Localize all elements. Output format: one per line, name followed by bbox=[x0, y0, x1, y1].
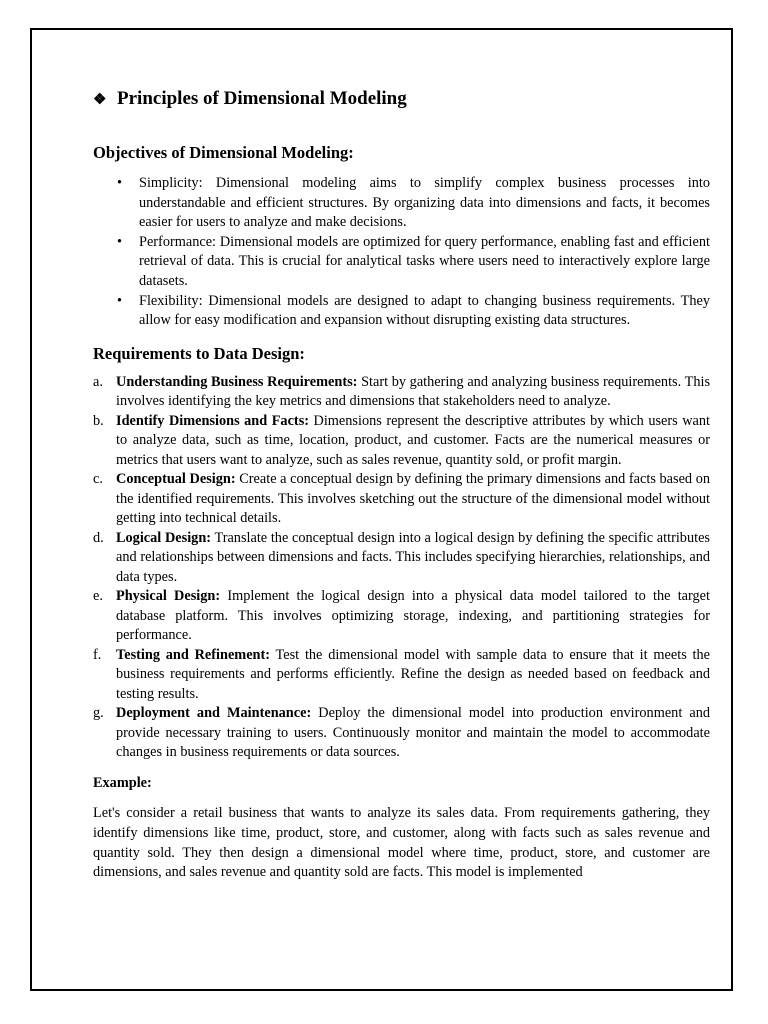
requirement-term: Testing and Refinement: bbox=[116, 646, 271, 663]
requirement-text: Deploy the dimensional model into production environment and provide necessary training to users. Continuously monitor and maintain the model to accommodate changes in business requirements or data sources. bbox=[116, 705, 710, 761]
bullet-icon: • bbox=[117, 233, 123, 250]
requirement-text: Translate the conceptual design into a logical design by defining the specific attributes and relationships between dimensions and facts. This includes specifying hierarchies, relationships, and data types. bbox=[116, 529, 710, 585]
list-marker: a. bbox=[93, 373, 103, 390]
requirements-heading: Requirements to Data Design: bbox=[93, 343, 305, 363]
requirement-text: Dimensions represent the descriptive attributes by which users want to analyze data, such as time, location, product, and customer. Facts are the numerical measures or metrics that users want to analyze, such as sales revenue, quantity sold, or profit margin. bbox=[116, 412, 710, 468]
objective-text: Performance: Dimensional models are optimized for query performance, enabling fast and efficient retrieval of data. This is crucial for analytical tasks where users need to interactively explore large datasets. bbox=[139, 233, 710, 289]
requirement-term: Identify Dimensions and Facts: bbox=[116, 412, 310, 429]
bullet-icon: • bbox=[117, 175, 123, 191]
list-marker: d. bbox=[93, 529, 104, 546]
example-heading: Example: bbox=[93, 774, 152, 791]
list-marker: c. bbox=[93, 471, 103, 488]
requirement-text: Create a conceptual design by defining the primary dimensions and facts based on the identified requirements. This involves sketching out the structure of the dimensional model without getting into technical details. bbox=[116, 471, 711, 527]
requirement-term: Physical Design: bbox=[116, 588, 221, 605]
requirements-list bbox=[93, 373, 710, 763]
requirement-text: Start by gathering and analyzing business requirements. This involves identifying the key metrics and dimensions that stakeholders need to analyze. bbox=[116, 373, 711, 410]
list-item bbox=[93, 587, 710, 646]
list-item bbox=[93, 470, 710, 529]
objectives-list bbox=[93, 174, 710, 331]
requirement-term: Understanding Business Requirements: bbox=[116, 373, 358, 390]
list-item bbox=[93, 373, 710, 412]
list-marker: e. bbox=[93, 588, 103, 605]
list-marker: b. bbox=[93, 412, 104, 429]
requirement-term: Conceptual Design: bbox=[116, 471, 236, 488]
objective-text: Simplicity: Dimensional modeling aims to simplify complex business processes into understandable and efficient structures. By organizing data into dimensions and facts, it becomes easier for users to analyze and make decisions. bbox=[139, 175, 710, 231]
requirement-term: Deployment and Maintenance: bbox=[116, 705, 312, 722]
example-paragraph: Let's consider a retail business that wants to analyze its sales data. From requirements gathering, they identify dimensions like time, product, store, and customer, along with facts such as sales revenue and quantity sold. They then design a dimensional model where time, product, store, and customer are dimensions, and sales revenue and quantity sold are facts. This model is implemented bbox=[93, 805, 710, 881]
list-marker: g. bbox=[93, 705, 104, 722]
objectives-heading: Objectives of Dimensional Modeling: bbox=[93, 143, 354, 162]
list-item bbox=[93, 646, 710, 705]
list-item bbox=[93, 233, 710, 292]
list-item bbox=[93, 292, 710, 331]
page-title-text: Principles of Dimensional Modeling bbox=[117, 88, 407, 109]
page-content bbox=[93, 86, 710, 883]
bullet-icon: • bbox=[117, 292, 123, 309]
page-title bbox=[93, 86, 710, 113]
list-item bbox=[93, 704, 710, 763]
requirement-term: Logical Design: bbox=[116, 529, 212, 546]
list-item bbox=[93, 529, 710, 588]
diamond-bullet-icon: ❖ bbox=[93, 92, 107, 108]
list-marker: f. bbox=[93, 646, 102, 663]
list-item bbox=[93, 412, 710, 471]
list-item bbox=[93, 174, 710, 233]
requirement-text: Implement the logical design into a physical data model tailored to the target database platform. This involves optimizing storage, indexing, and partitioning strategies for performance. bbox=[116, 588, 710, 644]
requirement-text: Test the dimensional model with sample data to ensure that it meets the business requirements and performs efficiently. Refine the design as needed based on feedback and testing results. bbox=[116, 646, 711, 702]
objective-text: Flexibility: Dimensional models are designed to adapt to changing business requirements. They allow for easy modification and expansion without disrupting existing data structures. bbox=[139, 292, 710, 329]
